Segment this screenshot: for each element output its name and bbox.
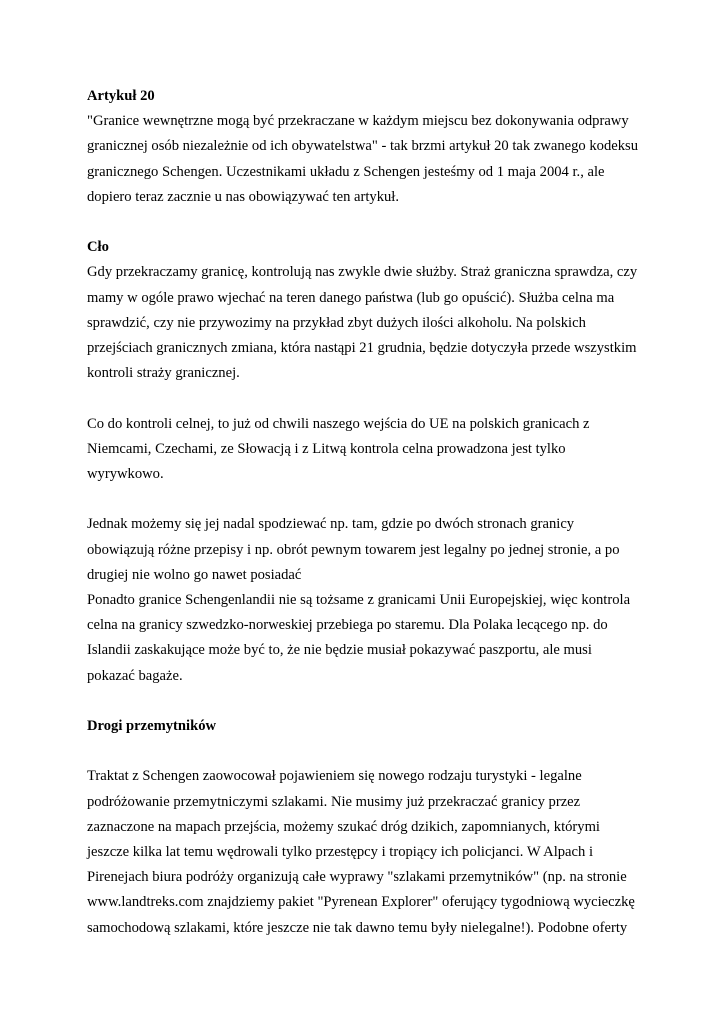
paragraph-clo-2 xyxy=(87,412,647,488)
text-line: Co do kontroli celnej, to już od chwili naszego wejścia do UE na polskich granicach z xyxy=(87,415,590,432)
paragraph-clo-3 xyxy=(87,512,647,688)
text-line: celna na granicy szwedzko-norweskiej przebiega po staremu. Dla Polaka lecącego np. do xyxy=(87,617,608,634)
text-line: Gdy przekraczamy granicę, kontrolują nas zwykle dwie służby. Straż graniczna sprawdza, czy xyxy=(87,264,638,281)
text-line: "Granice wewnętrzne mogą być przekraczane w każdym miejscu bez dokonywania odprawy xyxy=(87,113,629,130)
paragraph-spacer xyxy=(87,689,647,714)
text-line: Pirenejach biura podróży organizują całe wyprawy "szlakami przemytników" (np. na stronie xyxy=(87,869,627,886)
text-line: granicznego Schengen. Uczestnikami układu z Schengen jesteśmy od 1 maja 2004 r., ale xyxy=(87,163,605,180)
text-line: kontroli straży granicznej. xyxy=(87,365,240,382)
section-heading-artykul-20: Artykuł 20 xyxy=(87,88,155,104)
document-page xyxy=(87,84,647,941)
text-line: pokazać bagaże. xyxy=(87,667,183,684)
paragraph-spacer xyxy=(87,210,647,235)
text-line: Jednak możemy się jej nadal spodziewać np. tam, gdzie po dwóch stronach granicy xyxy=(87,516,575,533)
text-line: obowiązują różne przepisy i np. obrót pewnym towarem jest legalny po jednej stronie, a po xyxy=(87,541,620,558)
text-line: Niemcami, Czechami, ze Słowacją i z Litwą kontrola celna prowadzona jest tylko xyxy=(87,440,566,457)
text-line: Islandii zaskakujące może być to, że nie będzie musiał pokazywać paszportu, ale musi xyxy=(87,642,592,659)
text-line: jeszcze kilka lat temu wędrowali tylko przestępcy i tropiący ich policjanci. W Alpach i xyxy=(87,844,594,861)
section-heading-clo: Cło xyxy=(87,239,109,256)
paragraph-drogi-przemytnikow xyxy=(87,764,647,940)
text-line: przejściach granicznych zmiana, która nastąpi 21 grudnia, będzie dotyczyła przede wszystkim xyxy=(87,340,637,357)
paragraph-spacer xyxy=(87,487,647,512)
text-line: zaznaczone na mapach przejścia, możemy szukać dróg dzikich, zapomnianych, którymi xyxy=(87,818,600,835)
text-line: podróżowanie przemytniczymi szlakami. Nie musimy już przekraczać granicy przez xyxy=(87,793,581,810)
text-line: samochodową szlakami, które jeszcze nie tak dawno temu były nielegalne!). Podobne oferty xyxy=(87,919,628,936)
paragraph-artykul-20 xyxy=(87,109,647,210)
text-line: sprawdzić, czy nie przywozimy na przykład zbyt dużych ilości alkoholu. Na polskich xyxy=(87,314,586,331)
text-line: www.landtreks.com znajdziemy pakiet "Pyrenean Explorer" oferujący tygodniową wycieczkę xyxy=(87,894,635,911)
paragraph-clo-1 xyxy=(87,260,647,386)
text-line: granicznej osób niezależnie od ich obywatelstwa" - tak brzmi artykuł 20 tak zwanego kodeksu xyxy=(87,138,639,155)
text-line: dopiero teraz zacznie u nas obowiązywać ten artykuł. xyxy=(87,188,399,205)
paragraph-spacer xyxy=(87,386,647,411)
section-heading-drogi-przemytnikow: Drogi przemytników xyxy=(87,718,217,735)
text-line: Ponadto granice Schengenlandii nie są tożsame z granicami Unii Europejskiej, więc kontrola xyxy=(87,592,631,609)
text-line: mamy w ogóle prawo wjechać na teren danego państwa (lub go opuścić). Służba celna ma xyxy=(87,289,615,306)
text-line: Traktat z Schengen zaowocował pojawieniem się nowego rodzaju turystyki - legalne xyxy=(87,768,582,785)
text-line: wyrywkowo. xyxy=(87,466,164,483)
text-line: drugiej nie wolno go nawet posiadać xyxy=(87,566,302,583)
paragraph-spacer xyxy=(87,739,647,764)
